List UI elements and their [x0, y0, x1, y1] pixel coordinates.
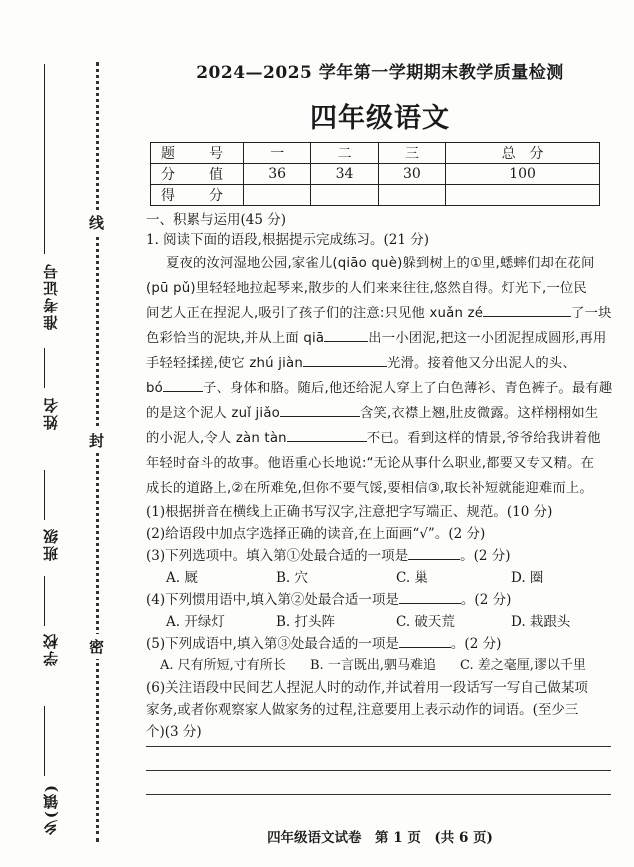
subquestion-2: (2)给语段中加点字选择正确的读音,在上面画“√”。(2 分)	[146, 526, 486, 542]
cell: 题 号	[151, 143, 244, 164]
subquestion-3-options	[166, 566, 543, 586]
cell: 100	[446, 164, 600, 185]
option-b[interactable]: B. 穴	[276, 570, 309, 586]
score-row-values	[151, 164, 600, 185]
answer-blank[interactable]	[408, 547, 460, 560]
pinyin-blank[interactable]	[303, 354, 387, 367]
name-line	[44, 348, 45, 388]
score-table	[150, 142, 600, 206]
class-line	[44, 470, 45, 520]
option-c[interactable]: C. 破天荒	[396, 614, 455, 630]
option-c[interactable]: C. 差之毫厘,谬以千里	[460, 658, 586, 673]
passage-line: 夏夜的汝河湿地公园,家雀儿(qiāo què)躲到树上的①里,蟋蟀们却在花间	[166, 256, 595, 271]
pinyin-blank[interactable]	[287, 429, 367, 442]
question-1-prompt: 1. 阅读下面的语段,根据提示完成练习。(21 分)	[146, 232, 429, 248]
cell: 得 分	[151, 185, 244, 206]
exam-id-line	[44, 64, 45, 254]
subquestion-3: (3)下列选项中。填入第①处最合适的一项是 。(2 分)	[146, 548, 511, 564]
passage-line: 年轻时奋斗的故事。他语重心长地说:“无论从事什么职业,都要又专又精。在	[146, 456, 595, 471]
section-heading: 一、积累与运用(45 分)	[146, 212, 287, 228]
exam-title: 2024—2025 学年第一学期期末教学质量检测	[196, 63, 564, 83]
subquestion-6-line3: 个)(3 分)	[146, 724, 202, 740]
answer-blank[interactable]	[399, 591, 461, 604]
page-footer: 四年级语文试卷 第 1 页 (共 6 页)	[267, 830, 493, 846]
cell: 36	[244, 164, 311, 185]
answer-line[interactable]	[146, 746, 611, 747]
option-b[interactable]: B. 打头阵	[276, 614, 336, 630]
subquestion-1: (1)根据拼音在横线上正确书写汉字,注意把字写端正、规范。(10 分)	[146, 504, 553, 520]
subquestion-4: (4)下列惯用语中,填入第②处最合适一项是 。(2 分)	[146, 592, 512, 608]
seal-char-secret: 密	[89, 634, 104, 659]
option-b[interactable]: B. 一言既出,驷马难追	[310, 658, 436, 673]
school-line	[44, 576, 45, 626]
score-input-cell[interactable]	[311, 185, 378, 206]
town-label: 乡(镇)	[42, 783, 60, 836]
town-line	[44, 706, 45, 776]
score-input-cell[interactable]	[446, 185, 600, 206]
passage-line: 的小泥人,令人 zàn tàn 不已。看到这样的情景,爷爷给我讲着他	[146, 431, 601, 446]
option-a[interactable]: A. 尺有所短,寸有所长	[160, 658, 286, 673]
answer-line[interactable]	[146, 794, 611, 795]
pinyin-blank[interactable]	[483, 304, 571, 317]
pinyin-blank[interactable]	[163, 379, 203, 392]
cell: 二	[311, 143, 378, 164]
option-d[interactable]: D. 栽跟头	[511, 614, 571, 630]
cell: 30	[378, 164, 445, 185]
score-input-cell[interactable]	[244, 185, 311, 206]
score-row-headers	[151, 143, 600, 164]
subject-title: 四年级语文	[310, 103, 450, 134]
subquestion-5-options	[160, 654, 586, 673]
answer-line[interactable]	[146, 770, 611, 771]
exam-id-label: 准考证号	[42, 262, 60, 330]
pinyin-blank[interactable]	[324, 329, 368, 342]
option-a[interactable]: A. 厩	[166, 570, 198, 586]
passage-line: 手轻轻揉搓,使它 zhú jiàn 光滑。接着他又分出泥人的头、	[146, 356, 576, 371]
passage-line: 成长的道路上,②在所难免,但你不要气馁,要相信③,取长补短就能迎难而上。	[146, 481, 593, 496]
score-input-cell[interactable]	[378, 185, 445, 206]
subquestion-5: (5)下列成语中,填入第③处最合适的一项是 。(2 分)	[146, 636, 502, 652]
cell: 一	[244, 143, 311, 164]
subquestion-6-line1: (6)关注语段中民间艺人捏泥人时的动作,并试着用一段话写一写自己做某项	[146, 680, 588, 696]
passage-line: 色彩恰当的泥块,并从上面 qiā 出一小团泥,把这一小团泥捏成圆形,再用	[146, 331, 607, 346]
seal-char-seal: 封	[89, 428, 104, 453]
school-label: 学校	[42, 632, 60, 666]
passage-line: bó 子、身体和胳。随后,他还给泥人穿上了白色薄衫、青色裤子。最有趣	[146, 381, 613, 396]
name-label: 姓名	[42, 396, 60, 430]
score-row-scores	[151, 185, 600, 206]
cell: 34	[311, 164, 378, 185]
subquestion-6-line2: 家务,或者你观察家人做家务的过程,注意要用上表示动作的词语。(至少三	[146, 702, 579, 718]
passage-line: 间艺人正在捏泥人,吸引了孩子们的注意:只见他 xuǎn zé 了一块	[146, 306, 612, 321]
answer-blank[interactable]	[399, 635, 451, 648]
passage-line: (pū pǔ)里轻轻地拉起琴来,散步的人们来来往往,悠然自得。灯光下,一位民	[146, 281, 587, 296]
passage-line: 的是这个泥人 zuǐ jiǎo 含笑,衣襟上翘,肚皮微露。这样栩栩如生	[146, 406, 599, 421]
cell: 分 值	[151, 164, 244, 185]
cell: 三	[378, 143, 445, 164]
subquestion-4-options	[166, 610, 570, 630]
option-a[interactable]: A. 开绿灯	[166, 614, 225, 630]
option-d[interactable]: D. 圈	[511, 570, 544, 586]
pinyin-blank[interactable]	[280, 404, 360, 417]
cell: 总 分	[446, 143, 600, 164]
option-c[interactable]: C. 巢	[396, 570, 428, 586]
class-label: 班级	[42, 527, 60, 561]
seal-char-line: 线	[89, 210, 104, 235]
